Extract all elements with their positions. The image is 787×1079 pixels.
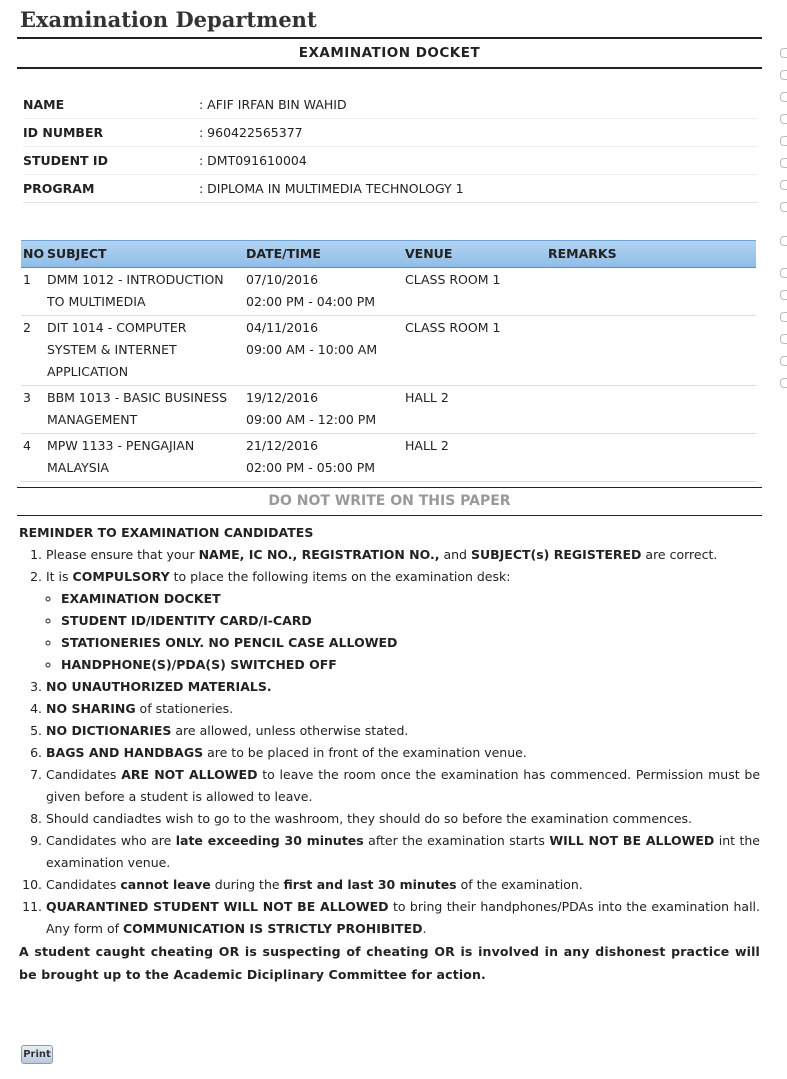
row-no: 1 [23, 272, 31, 287]
row-venue: HALL 2 [405, 438, 449, 453]
required-item: ◦ HANDPHONE(S)/PDA(S) SWITCHED OFF [61, 654, 760, 676]
info-row-student-id [23, 147, 758, 175]
rule-text: int the examination venue. [46, 833, 760, 870]
rule-bold: QUARANTINED STUDENT WILL NOT BE ALLOWED [46, 899, 389, 914]
subjects-table [21, 240, 756, 482]
rule-text: to leave the room once the examination has commenced. Permission must be given before a student is allowed to leave. [46, 767, 761, 804]
rule-bold: cannot leave [120, 877, 211, 892]
do-not-write-notice: DO NOT WRITE ON THIS PAPER [17, 487, 762, 516]
rule-text: . [422, 921, 427, 936]
table-row [21, 268, 756, 316]
table-header [21, 240, 756, 268]
required-items [46, 588, 760, 676]
row-venue: CLASS ROOM 1 [405, 272, 501, 287]
rule-text: Candidates [46, 877, 121, 892]
edge-mark [780, 312, 787, 322]
program-value: : DIPLOMA IN MULTIMEDIA TECHNOLOGY 1 [199, 181, 464, 196]
edge-mark [780, 180, 787, 190]
rule-bold: COMPULSORY [72, 569, 170, 584]
edge-mark [780, 92, 787, 102]
row-date: 21/12/2016 [246, 438, 319, 453]
row-datetime [246, 269, 405, 313]
rule-7 [46, 764, 760, 808]
rule-bold: late exceeding 30 minutes [175, 833, 364, 848]
info-row-id-number [23, 119, 758, 147]
rule-text: are allowed, unless otherwise stated. [171, 723, 409, 738]
student-info [17, 91, 764, 203]
rule-bold: NO SHARING [46, 701, 136, 716]
rule-5 [46, 720, 760, 742]
rule-bold: first and last 30 minutes [283, 877, 457, 892]
row-datetime [246, 387, 405, 431]
required-item: ◦ STUDENT ID/IDENTITY CARD/I-CARD [61, 610, 760, 632]
info-row-name [23, 91, 758, 119]
rule-text: Please ensure that your [46, 547, 199, 562]
rule-10 [46, 874, 760, 896]
print-button[interactable]: Print [21, 1045, 53, 1064]
edge-mark [780, 378, 787, 388]
rule-8 [46, 808, 760, 830]
student-id-label: STUDENT ID [23, 153, 108, 168]
rule-text: after the examination starts [363, 833, 550, 848]
rule-text: are correct. [641, 547, 718, 562]
rule-9 [46, 830, 760, 874]
edge-mark [780, 158, 787, 168]
rule-text: Candidates [46, 767, 122, 782]
row-remarks [548, 317, 756, 383]
rule-6 [46, 742, 760, 764]
header-datetime: DATE/TIME [246, 246, 321, 261]
rule-text: and [439, 547, 471, 562]
rule-2 [46, 566, 760, 676]
rule-text: are to be placed in front of the examination venue. [203, 745, 527, 760]
table-row [21, 434, 756, 482]
row-date: 07/10/2016 [246, 272, 319, 287]
required-item: ◦ EXAMINATION DOCKET [61, 588, 760, 610]
row-time: 09:00 AM - 12:00 PM [246, 412, 377, 427]
rule-text: to place the following items on the examination desk: [169, 569, 511, 584]
name-value: : AFIF IRFAN BIN WAHID [199, 97, 347, 112]
rule-text: during the [210, 877, 284, 892]
id-number-label: ID NUMBER [23, 125, 104, 140]
row-subject: DMM 1012 - INTRODUCTION TO MULTIMEDIA [47, 272, 224, 309]
edge-mark [780, 334, 787, 344]
row-remarks [548, 269, 756, 313]
name-label: NAME [23, 97, 65, 112]
row-time: 09:00 AM - 10:00 AM [246, 342, 378, 357]
id-number-value: : 960422565377 [199, 125, 303, 140]
row-venue: CLASS ROOM 1 [405, 320, 501, 335]
header-remarks: REMARKS [548, 246, 617, 261]
rule-text: Should candiadtes wish to go to the washroom, they should do so before the examination commences. [46, 811, 692, 826]
row-subject: BBM 1013 - BASIC BUSINESS MANAGEMENT [47, 390, 228, 427]
docket-title: EXAMINATION DOCKET [17, 37, 762, 69]
cheating-warning: A student caught cheating OR is suspecting of cheating OR is involved in any dishonest practice will be brought up to the Academic Diciplinary Committee for action. [19, 944, 760, 982]
row-date: 04/11/2016 [246, 320, 319, 335]
department-title: Examination Department [20, 7, 317, 32]
header-no: NO [23, 246, 45, 261]
edge-mark [780, 236, 787, 246]
row-subject: MPW 1133 - PENGAJIAN MALAYSIA [47, 438, 195, 475]
required-item: ◦ STATIONERIES ONLY. NO PENCIL CASE ALLOWED [61, 632, 760, 654]
row-no: 4 [23, 438, 31, 453]
row-venue: HALL 2 [405, 390, 449, 405]
edge-mark [780, 70, 787, 80]
rule-bold: NO DICTIONARIES [46, 723, 172, 738]
rule-bold: COMMUNICATION IS STRICTLY PROHIBITED [122, 921, 423, 936]
rule-bold: WILL NOT BE ALLOWED [549, 833, 715, 848]
row-remarks [548, 435, 756, 479]
rule-text: to bring their handphones/PDAs into the examination hall. Any form of [46, 899, 760, 936]
edge-mark [780, 268, 787, 278]
table-row [21, 316, 756, 386]
rule-text: of the examination. [456, 877, 583, 892]
student-id-value: : DMT091610004 [199, 153, 307, 168]
edge-mark [780, 356, 787, 366]
reminder-section [17, 522, 762, 986]
row-date: 19/12/2016 [246, 390, 319, 405]
reminder-title: REMINDER TO EXAMINATION CANDIDATES [19, 525, 314, 540]
rule-bold: NO UNAUTHORIZED MATERIALS. [46, 679, 272, 694]
edge-mark [780, 136, 787, 146]
rule-bold: ARE NOT ALLOWED [121, 767, 258, 782]
rule-1 [46, 544, 760, 566]
edge-mark [780, 114, 787, 124]
edge-mark [780, 202, 787, 212]
table-row [21, 386, 756, 434]
edge-mark [780, 48, 787, 58]
row-no: 3 [23, 390, 31, 405]
row-remarks [548, 387, 756, 431]
header-subject: SUBJECT [47, 246, 107, 261]
edge-mark [780, 290, 787, 300]
rule-text: Candidates who are [46, 833, 176, 848]
row-subject: DIT 1014 - COMPUTER SYSTEM & INTERNET APPLICATION [47, 320, 187, 379]
program-label: PROGRAM [23, 181, 95, 196]
rule-3 [46, 676, 760, 698]
rule-text: It is [46, 569, 73, 584]
row-datetime [246, 435, 405, 479]
row-time: 02:00 PM - 05:00 PM [246, 460, 376, 475]
rule-4 [46, 698, 760, 720]
reminder-list [19, 544, 760, 940]
rule-bold: SUBJECT(s) REGISTERED [470, 547, 642, 562]
rule-text: of stationeries. [135, 701, 234, 716]
rule-bold: BAGS AND HANDBAGS [46, 745, 204, 760]
row-time: 02:00 PM - 04:00 PM [246, 294, 376, 309]
info-row-program [23, 175, 758, 203]
rule-bold: NAME, IC NO., REGISTRATION NO., [198, 547, 440, 562]
row-datetime [246, 317, 405, 383]
header-venue: VENUE [405, 246, 453, 261]
rule-11 [46, 896, 760, 940]
row-no: 2 [23, 320, 31, 335]
docket-page [17, 0, 762, 986]
